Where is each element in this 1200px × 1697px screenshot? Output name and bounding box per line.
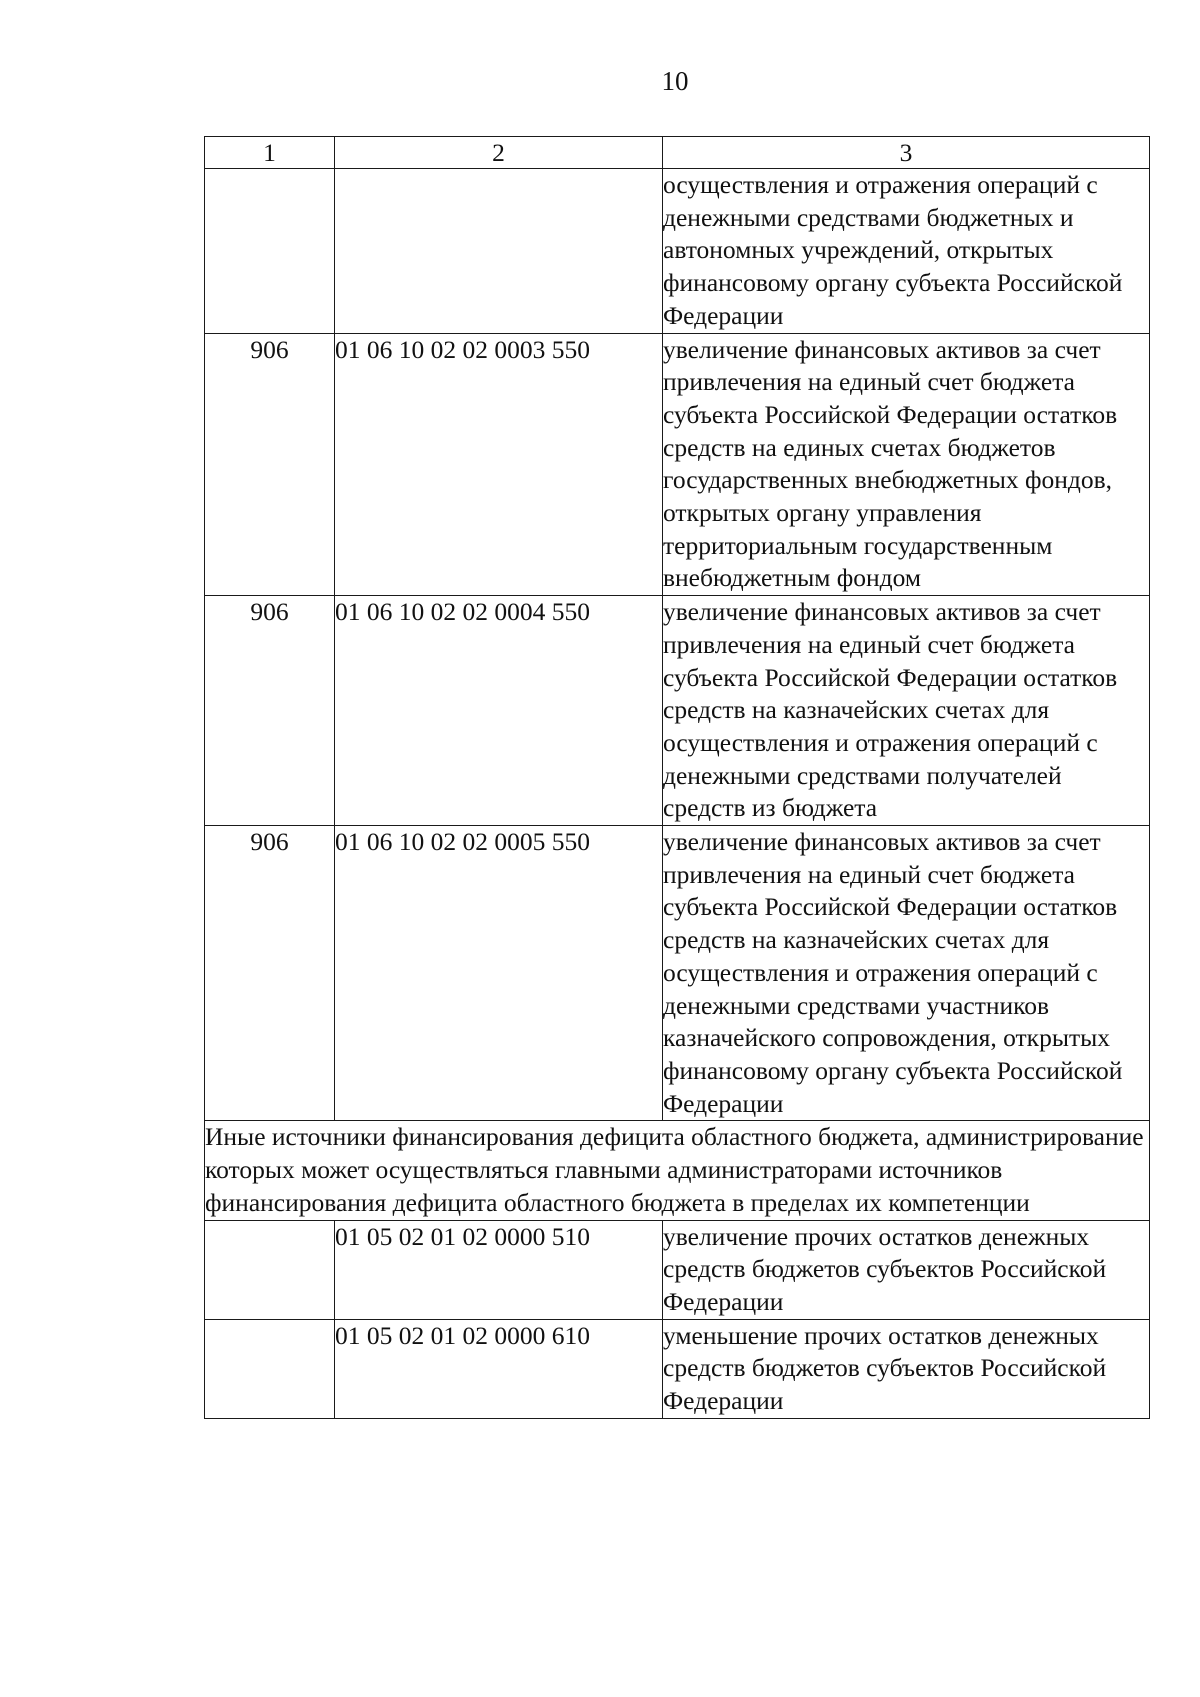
header-col-2: 2 <box>335 137 663 169</box>
sources-table <box>204 136 1150 1419</box>
header-col-3: 3 <box>663 137 1150 169</box>
description-cell: увеличение финансовых активов за счет привлечения на единый счет бюджета субъекта Российской Федерации остатков средств на казначейских счетах для осуществления и отражения операций с денежными средствами участников казначейского сопровождения, открытых финансовому органу субъекта Российской Федерации <box>663 826 1150 1121</box>
budget-code-cell: 01 06 10 02 02 0003 550 <box>335 333 663 596</box>
table-row <box>205 1319 1150 1418</box>
budget-code-cell: 01 05 02 01 02 0000 610 <box>335 1319 663 1418</box>
description-cell: увеличение финансовых активов за счет привлечения на единый счет бюджета субъекта Российской Федерации остатков средств на казначейских счетах для осуществления и отражения операций с денежными средствами получателей средств из бюджета <box>663 596 1150 826</box>
description-cell: уменьшение прочих остатков денежных средств бюджетов субъектов Российской Федерации <box>663 1319 1150 1418</box>
table-row <box>205 826 1150 1121</box>
table-row <box>205 596 1150 826</box>
budget-code-cell: 01 06 10 02 02 0005 550 <box>335 826 663 1121</box>
table-row-continuation <box>205 169 1150 334</box>
section-header-row <box>205 1121 1150 1220</box>
page-number: 10 <box>661 66 689 96</box>
admin-code-cell: 906 <box>205 333 335 596</box>
description-cell: увеличение прочих остатков денежных средств бюджетов субъектов Российской Федерации <box>663 1220 1150 1319</box>
table-row <box>205 333 1150 596</box>
table-header-row <box>205 137 1150 169</box>
admin-code-cell: 906 <box>205 826 335 1121</box>
description-cell: увеличение финансовых активов за счет привлечения на единый счет бюджета субъекта Российской Федерации остатков средств на единых счетах бюджетов государственных внебюджетных фондов, открытых органу управления территориальным государственным внебюджетным фондом <box>663 333 1150 596</box>
admin-code-cell <box>205 1319 335 1418</box>
admin-code-cell <box>205 169 335 334</box>
budget-code-cell: 01 05 02 01 02 0000 510 <box>335 1220 663 1319</box>
table-row <box>205 1220 1150 1319</box>
budget-code-cell: 01 06 10 02 02 0004 550 <box>335 596 663 826</box>
budget-code-cell <box>335 169 663 334</box>
header-col-1: 1 <box>205 137 335 169</box>
admin-code-cell: 906 <box>205 596 335 826</box>
description-cell: осуществления и отражения операций с денежными средствами бюджетных и автономных учреждений, открытых финансовому органу субъекта Российской Федерации <box>663 169 1150 334</box>
section-title: Иные источники финансирования дефицита областного бюджета, администрирование которых может осуществляться главными администраторами источников финансирования дефицита областного бюджета в пределах их компетенции <box>205 1121 1150 1220</box>
admin-code-cell <box>205 1220 335 1319</box>
